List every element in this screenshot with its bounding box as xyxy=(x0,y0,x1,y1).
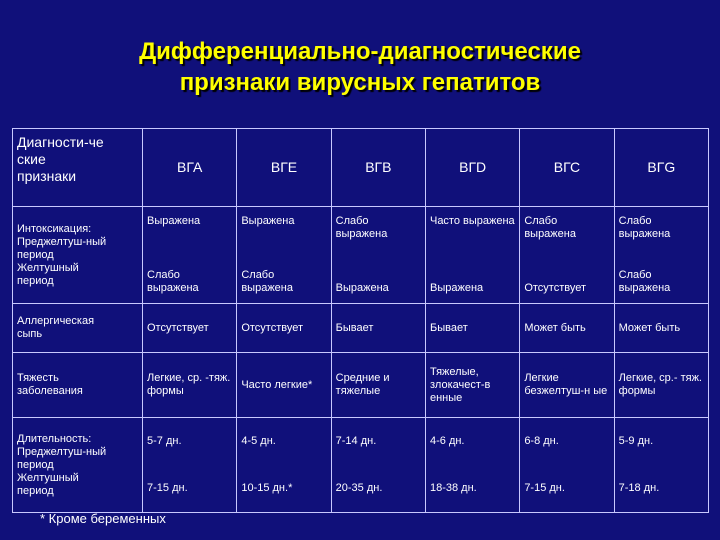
column-header-vga: ВГА xyxy=(143,129,237,207)
table-cell: Тяжелые, злокачест-в енные xyxy=(425,353,519,418)
row-label-cell xyxy=(13,207,143,304)
column-header-vge: ВГЕ xyxy=(237,129,331,207)
cell-value-prejaundice: Слабо выражена xyxy=(335,215,388,240)
table-cell: Бывает xyxy=(331,304,425,353)
cell-value-jaundice: Выражена xyxy=(429,282,484,294)
cell-value-jaundice: Слабо выражена xyxy=(241,269,293,294)
cell-value-prejaundice: 6-8 дн. xyxy=(524,435,559,447)
column-header-vgg: ВГG xyxy=(614,129,708,207)
table-cell xyxy=(237,207,331,304)
table-cell xyxy=(143,418,237,513)
cell-value-jaundice: Отсутствует xyxy=(524,282,587,294)
cell-value-jaundice: 7-18 дн. xyxy=(618,482,660,494)
corner-line: признаки xyxy=(17,168,77,184)
table-cell xyxy=(614,418,708,513)
cell-value-prejaundice: 7-14 дн. xyxy=(335,435,377,447)
row-label-line: Преджелтуш-ный xyxy=(17,235,107,248)
title-line-2: признаки вирусных гепатитов xyxy=(179,69,541,96)
corner-line: ские xyxy=(17,151,46,167)
corner-line: Диагности-че xyxy=(17,134,104,150)
row-label-line: Аллергическая xyxy=(17,315,95,327)
row-label-line: Длительность: xyxy=(17,432,92,445)
table-cell: Легкие безжелтуш-н ые xyxy=(520,353,614,418)
title-line-1: Дифференциально-диагностические xyxy=(139,38,581,65)
cell-value-prejaundice: Слабо выражена xyxy=(524,215,576,240)
row-label-line: Тяжесть xyxy=(17,372,59,384)
table-row-severity xyxy=(13,353,709,418)
row-label-line: Преджелтуш-ный xyxy=(17,445,107,458)
cell-value-jaundice: 7-15 дн. xyxy=(524,482,565,494)
cell-value-jaundice: Слабо выражена xyxy=(618,269,671,294)
table-cell xyxy=(331,418,425,513)
table-cell: Бывает xyxy=(425,304,519,353)
row-label-line: Желтушный xyxy=(17,261,79,274)
row-label-line: период xyxy=(17,458,54,471)
column-header-vgc: ВГС xyxy=(520,129,614,207)
row-label-line: период xyxy=(17,484,54,497)
table-cell xyxy=(331,207,425,304)
cell-value-prejaundice: 4-6 дн. xyxy=(429,435,465,447)
row-label-line: период xyxy=(17,248,54,261)
table-cell xyxy=(425,207,519,304)
table-cell: Легкие, ср. -тяж. формы xyxy=(143,353,237,418)
cell-value-jaundice: Выражена xyxy=(335,282,389,294)
table-cell: Часто легкие* xyxy=(237,353,331,418)
row-label-line: Интоксикация: xyxy=(17,222,92,235)
cell-value-jaundice: 20-35 дн. xyxy=(335,482,383,494)
corner-header-cell xyxy=(13,129,143,207)
table-row-duration xyxy=(13,418,709,513)
row-label-line: Желтушный xyxy=(17,471,79,484)
table-row-allergic-rash xyxy=(13,304,709,353)
row-label-cell xyxy=(13,353,143,418)
cell-value-jaundice: 7-15 дн. xyxy=(147,482,188,494)
diagnostic-table xyxy=(12,128,709,513)
table-cell: Может быть xyxy=(520,304,614,353)
table-cell xyxy=(425,418,519,513)
table-cell: Может быть xyxy=(614,304,708,353)
row-label-line: заболевания xyxy=(17,385,83,397)
row-label-line: период xyxy=(17,274,54,287)
table-cell xyxy=(614,207,708,304)
table-cell: Отсутствует xyxy=(143,304,237,353)
cell-value-jaundice: Слабо выражена xyxy=(147,269,199,294)
cell-value-prejaundice: Часто выражена xyxy=(429,215,515,227)
row-label-cell xyxy=(13,418,143,513)
table-header-row xyxy=(13,129,709,207)
column-header-vgd: ВГD xyxy=(425,129,519,207)
table-cell xyxy=(520,418,614,513)
table-cell: Отсутствует xyxy=(237,304,331,353)
table-cell xyxy=(520,207,614,304)
cell-value-prejaundice: Выражена xyxy=(241,215,295,227)
table-cell xyxy=(237,418,331,513)
cell-value-prejaundice: 5-9 дн. xyxy=(618,435,654,447)
footnote: * Кроме беременных xyxy=(40,511,166,526)
cell-value-prejaundice: Выражена xyxy=(147,215,201,227)
cell-value-jaundice: 18-38 дн. xyxy=(429,482,477,494)
cell-value-prejaundice: 5-7 дн. xyxy=(147,435,182,447)
table-cell: Легкие, ср.- тяж. формы xyxy=(614,353,708,418)
page-title xyxy=(0,36,720,98)
cell-value-prejaundice: Слабо выражена xyxy=(618,215,671,240)
table-cell xyxy=(143,207,237,304)
cell-value-prejaundice: 4-5 дн. xyxy=(241,435,276,447)
cell-value-jaundice: 10-15 дн.* xyxy=(241,482,293,494)
row-label-line: сыпь xyxy=(17,328,43,340)
table-row-intoxication xyxy=(13,207,709,304)
table-cell: Средние и тяжелые xyxy=(331,353,425,418)
row-label-cell xyxy=(13,304,143,353)
column-header-vgb: ВГВ xyxy=(331,129,425,207)
